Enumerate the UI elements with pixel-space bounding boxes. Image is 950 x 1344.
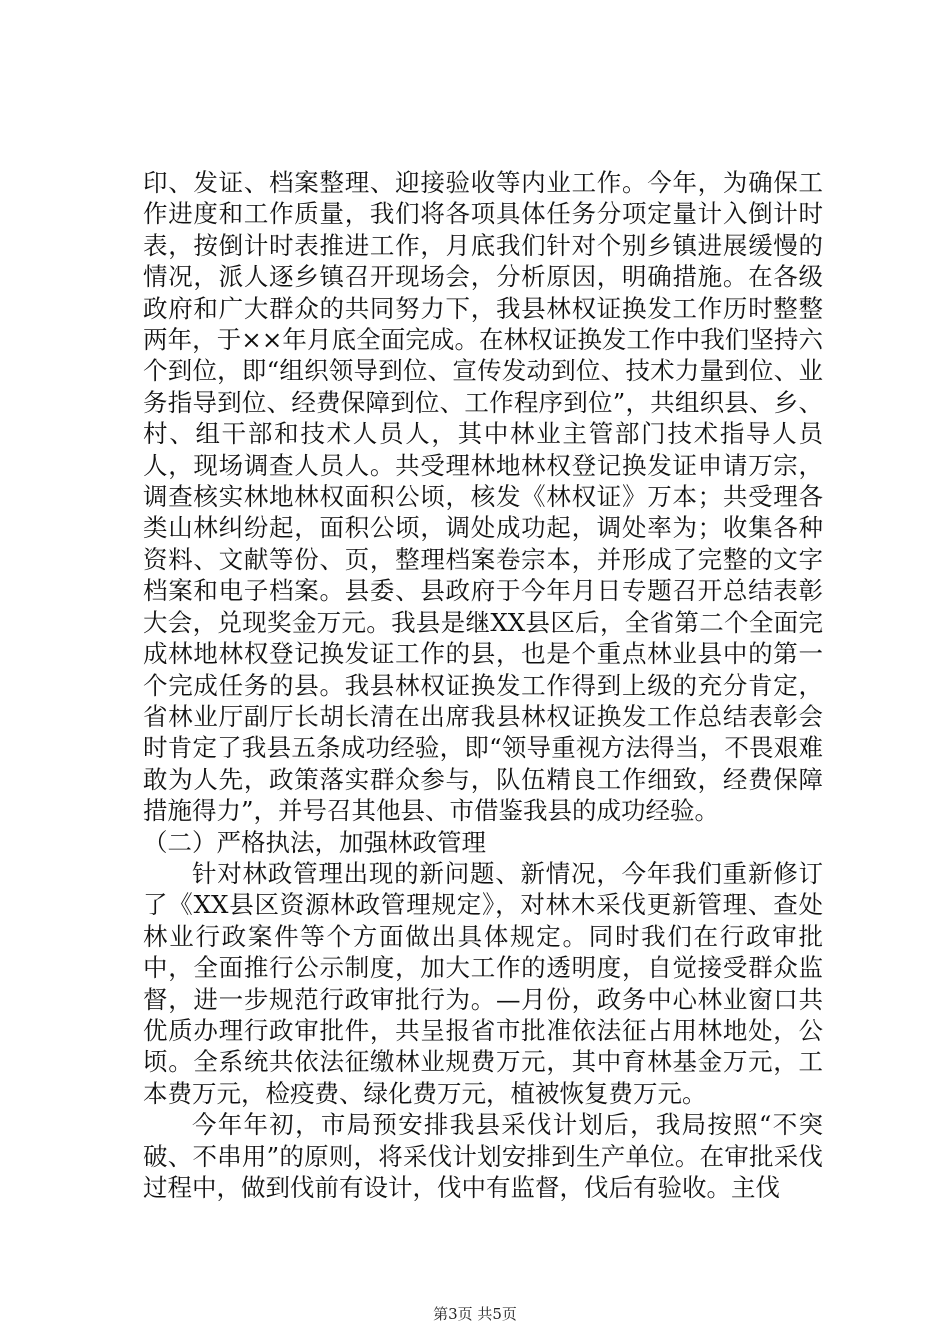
paragraph-forest-administration: 针对林政管理出现的新问题、新情况，今年我们重新修订了《XX县区资源林政管理规定》，对林木采伐更新管理、查处林业行政案件等个方面做出具体规定。同时我们在行政审批中，全面推行公示制度，加大工作的透明度，自觉接受群众监督，进一步规范行政审批行为。—月份，政务中心林业窗口共优质办理行政审批件，共呈报省市批准依法征占用林地处，公顷。全系统共依法征缴林业规费万元，其中育林基金万元，工本费万元，检疫费、绿化费万元，植被恢复费万元。	[143, 858, 823, 1108]
paragraph-forest-rights-certificate: 印、发证、档案整理、迎接验收等内业工作。今年，为确保工作进度和工作质量，我们将各项具体任务分项定量计入倒计时表，按倒计时表推进工作，月底我们针对个别乡镇进展缓慢的情况，派人逐乡镇召开现场会，分析原因，明确措施。在各级政府和广大群众的共同努力下，我县林权证换发工作历时整整两年，于××年月底全面完成。在林权证换发工作中我们坚持六个到位，即“组织领导到位、宣传发动到位、技术力量到位、业务指导到位、经费保障到位、工作程序到位”，共组织县、乡、村、组干部和技术人员人，其中林业主管部门技术指导人员人，现场调查人员人。共受理林地林权登记换发证申请万宗，调查核实林地林权面积公顷，核发《林权证》万本；共受理各类山林纠纷起，面积公顷，调处成功起，调处率为；收集各种资料、文献等份、页，整理档案卷宗本，并形成了完整的文字档案和电子档案。县委、县政府于今年月日专题召开总结表彰大会，兑现奖金万元。我县是继XX县区后，全省第二个全面完成林地林权登记换发证工作的县，也是个重点林业县中的第一个完成任务的县。我县林权证换发工作得到上级的充分肯定，省林业厅副厅长胡长清在出席我县林权证换发工作总结表彰会时肯定了我县五条成功经验，即“领导重视方法得当，不畏艰难敢为人先，政策落实群众参与，队伍精良工作细致，经费保障措施得力”，并号召其他县、市借鉴我县的成功经验。	[143, 168, 823, 826]
paragraph-logging-plan: 今年年初，市局预安排我县采伐计划后，我局按照“不突破、不串用”的原则，将采伐计划安排到生产单位。在审批采伐过程中，做到伐前有设计，伐中有监督，伐后有验收。主伐	[143, 1110, 823, 1202]
document-body	[143, 167, 823, 1203]
page-number-footer: 第3页 共5页	[433, 1305, 517, 1323]
section-heading-forest-administration: （二）严格执法，加强林政管理	[143, 827, 486, 857]
